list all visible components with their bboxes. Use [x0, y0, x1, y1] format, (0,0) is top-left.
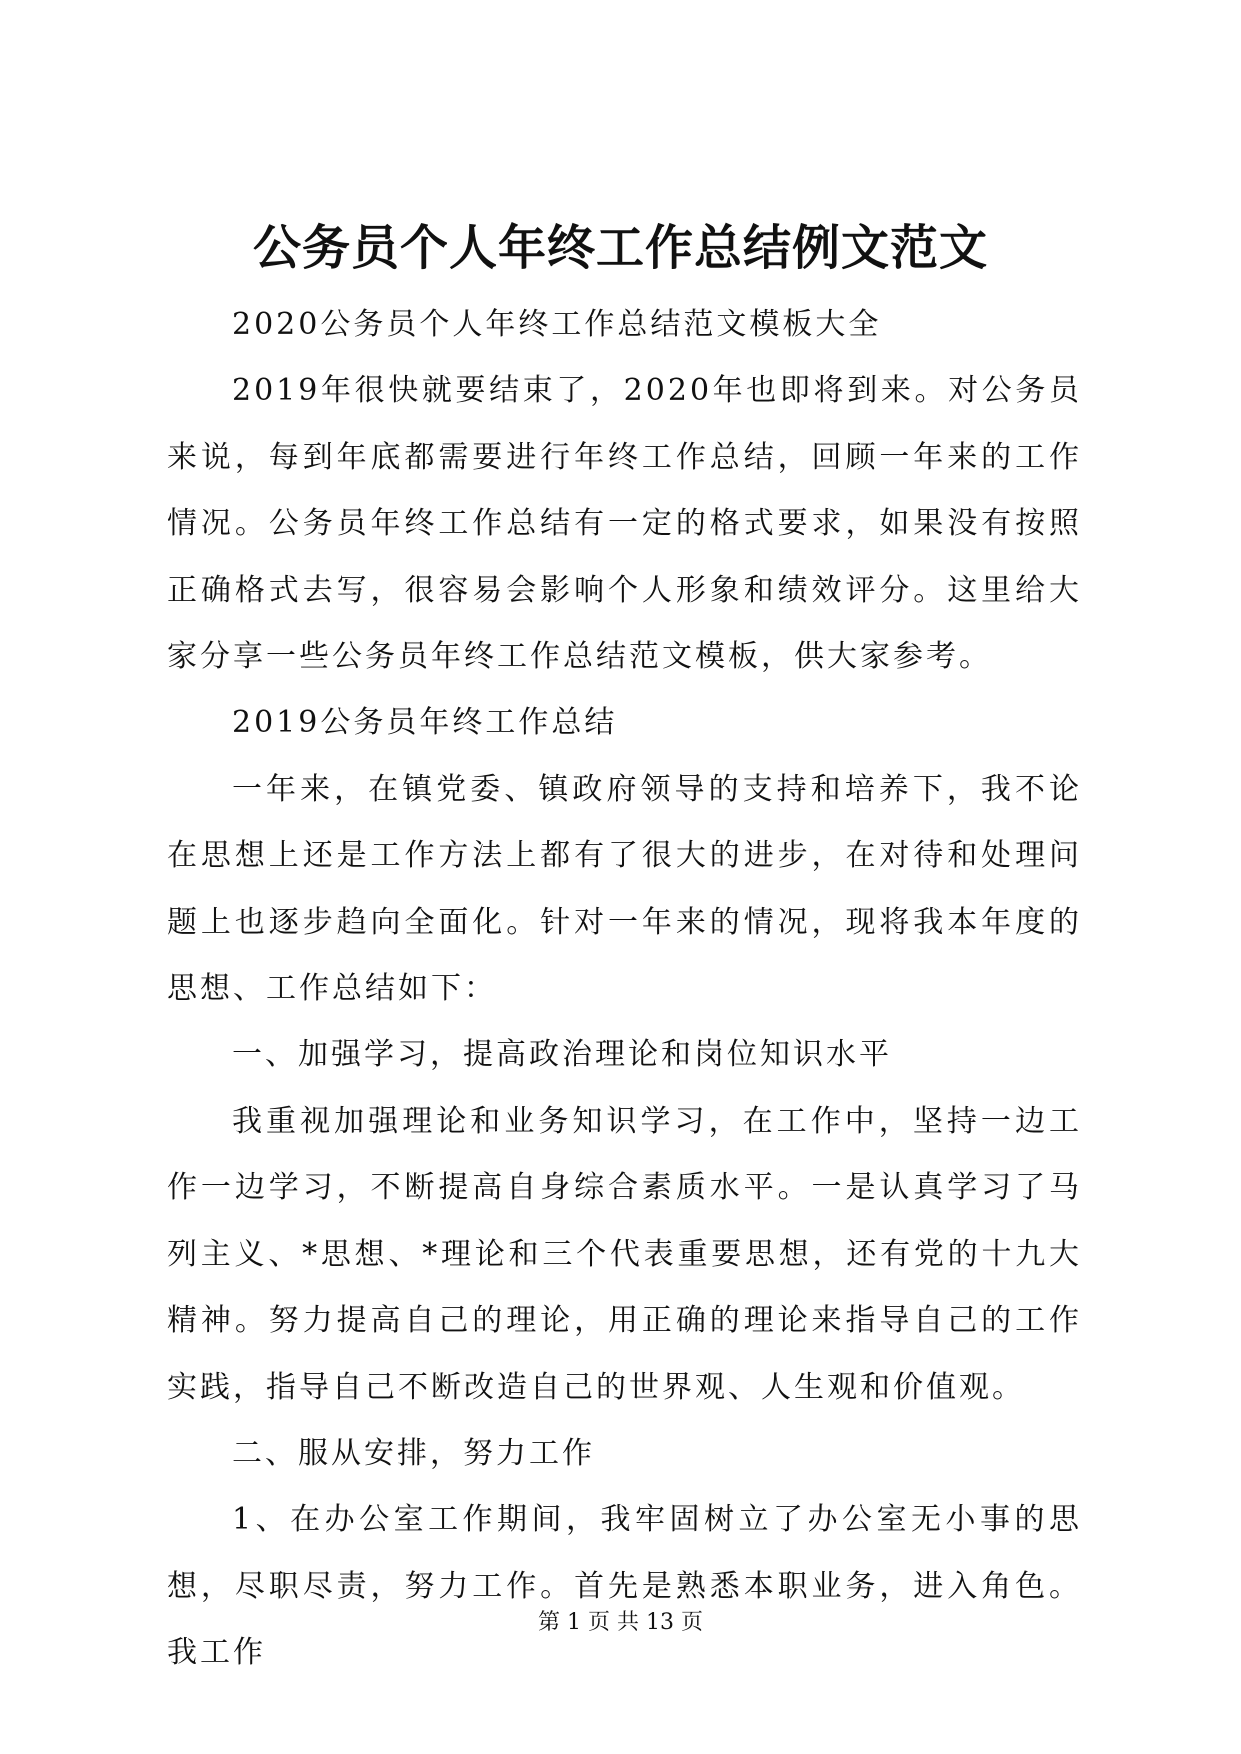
- document-body: [167, 292, 1082, 1687]
- paragraph: 2019年很快就要结束了，2020年也即将到来。对公务员来说，每到年底都需要进行年终工作总结，回顾一年来的工作情况。公务员年终工作总结有一定的格式要求，如果没有按照正确格式去写，很容易会影响个人形象和绩效评分。这里给大家分享一些公务员年终工作总结范文模板，供大家参考。: [167, 373, 1082, 675]
- page-number-footer: 第 1 页 共 13 页: [538, 1610, 703, 1635]
- section-heading: 二、服从安排，努力工作: [232, 1435, 595, 1471]
- paragraph: 2019公务员年终工作总结: [232, 705, 618, 741]
- paragraph: 2020公务员个人年终工作总结范文模板大全: [232, 307, 882, 342]
- paragraph: 一年来，在镇党委、镇政府领导的支持和培养下，我不论在思想上还是工作方法上都有了很大的进步，在对待和处理问题上也逐步趋向全面化。针对一年来的情况，现将我本年度的思想、工作总结如下：: [167, 771, 1082, 1007]
- paragraph: 1、在办公室工作期间，我牢固树立了办公室无小事的思想，尽职尽责，努力工作。首先是熟悉本职业务，进入角色。我工作: [167, 1502, 1082, 1671]
- document-title: 公务员个人年终工作总结例文范文: [252, 220, 988, 276]
- section-heading: 一、加强学习，提高政治理论和岗位知识水平: [232, 1037, 892, 1073]
- paragraph: 我重视加强理论和业务知识学习，在工作中，坚持一边工作一边学习，不断提高自身综合素质水平。一是认真学习了马列主义、*思想、*理论和三个代表重要思想，还有党的十九大精神。努力提高自己的理论，用正确的理论来指导自己的工作实践，指导自己不断改造自己的世界观、人生观和价值观。: [167, 1103, 1082, 1405]
